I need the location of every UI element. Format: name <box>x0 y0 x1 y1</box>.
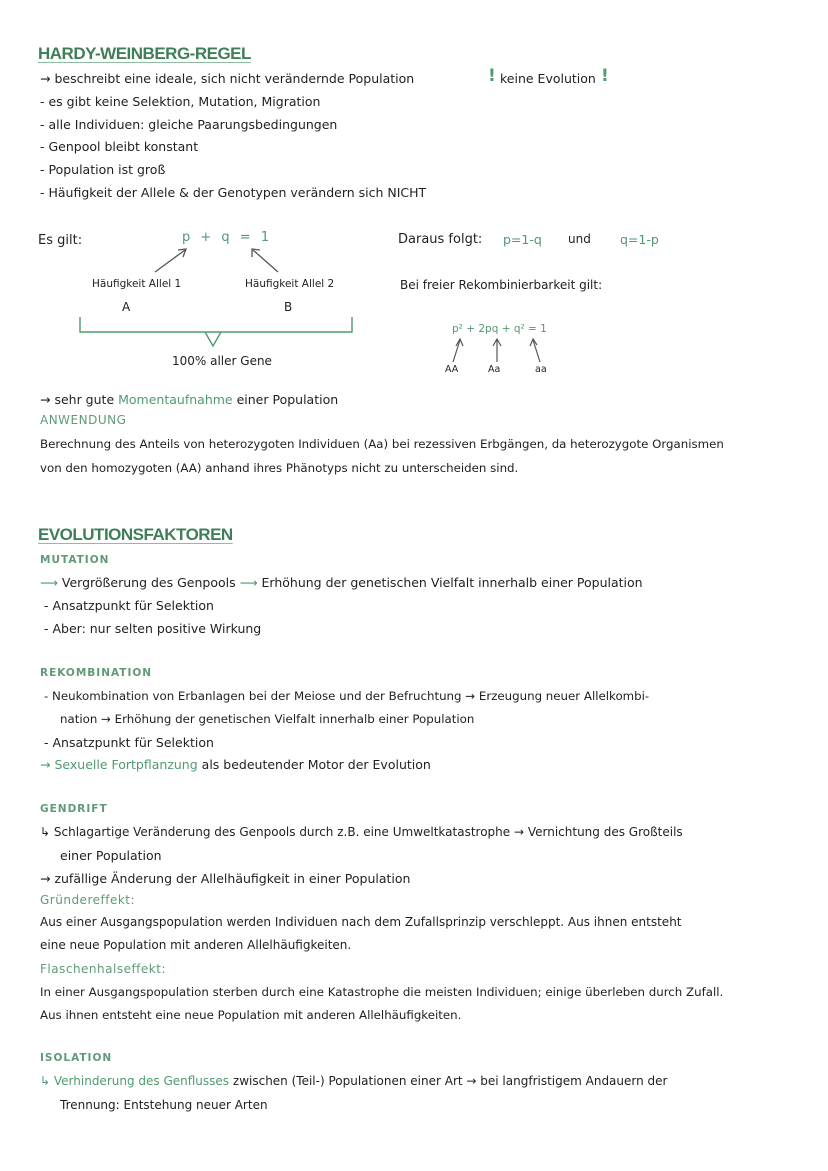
gruendereffekt-line-2: eine neue Population mit anderen Allelhäufigkeiten. <box>40 938 352 952</box>
arrow-icon: ↳ <box>40 1074 51 1088</box>
letter-a: A <box>122 300 131 314</box>
gruendereffekt-line-1: Aus einer Ausgangspopulation werden Individuen nach dem Zufallsprinzip verschleppt. Aus ihnen entsteht <box>40 915 682 929</box>
isolation-line-2: Trennung: Entstehung neuer Arten <box>60 1098 268 1112</box>
arrow-icon: ⟶ <box>239 575 258 590</box>
hw-bullet-4: - Genpool bleibt konstant <box>40 139 199 154</box>
brace-label: 100% aller Gene <box>172 354 272 368</box>
genotype-aa-hetero: Aa <box>488 364 501 375</box>
daraus-folgt-label: Daraus folgt: <box>398 232 483 247</box>
rekombination-title: REKOMBINATION <box>40 667 153 679</box>
isolation-line-1-rest: zwischen (Teil-) Populationen einer Art → bei langfristigem Andauern der <box>232 1074 668 1088</box>
gendrift-line-2: einer Population <box>60 848 162 863</box>
hw-bullet-6: - Häufigkeit der Allele & der Genotypen verändern sich NICHT <box>40 185 427 200</box>
hw-bullet-5: - Population ist groß <box>40 162 166 177</box>
und-label: und <box>568 232 591 246</box>
isolation-title: ISOLATION <box>40 1052 113 1064</box>
anwendung-line-1: Berechnung des Anteils von heterozygoten Individuen (Aa) bei rezessiven Erbgängen, da heterozygote Organismen <box>40 437 724 451</box>
hw-bullet-1: → beschreibt eine ideale, sich nicht verändernde Population <box>40 71 415 86</box>
mutation-line-3: - Aber: nur selten positive Wirkung <box>44 621 262 636</box>
hw-bullet-2: - es gibt keine Selektion, Mutation, Migration <box>40 94 321 109</box>
no-evolution-note: keine Evolution <box>500 71 596 86</box>
exclamation-mark-right: ! <box>601 66 609 86</box>
section-title-evolutionsfaktoren: EVOLUTIONSFAKTOREN <box>38 525 233 544</box>
section-title-hardy-weinberg: HARDY-WEINBERG-REGEL <box>38 44 251 63</box>
formula-genotypes: p² + 2pq + q² = 1 <box>452 323 547 335</box>
isolation-line-1 <box>40 1074 667 1088</box>
mutation-line-1 <box>40 575 643 590</box>
snapshot-line <box>40 392 338 407</box>
rekombination-line-4 <box>40 757 431 772</box>
flaschenhalseffekt-line-1: In einer Ausgangspopulation sterben durch eine Katastrophe die meisten Individuen; einige überleben durch Zufall. <box>40 985 724 999</box>
anwendung-title: ANWENDUNG <box>40 413 127 427</box>
snapshot-suffix: einer Population <box>236 392 339 407</box>
arrow-icon: → <box>40 757 51 772</box>
flaschenhalseffekt-title: Flaschenhalseffekt: <box>40 962 166 976</box>
genotype-aa-upper: AA <box>445 364 459 375</box>
formula-p: p=1-q <box>503 232 542 247</box>
label-allele-1: Häufigkeit Allel 1 <box>92 278 182 290</box>
rekombination-line-2: nation → Erhöhung der genetischen Vielfalt innerhalb einer Population <box>60 712 475 726</box>
es-gilt-label: Es gilt: <box>38 233 83 248</box>
anwendung-line-2: von den homozygoten (AA) anhand ihres Phänotyps nicht zu unterscheiden sind. <box>40 461 519 475</box>
snapshot-highlight: Momentaufnahme <box>118 392 233 407</box>
mutation-line-1a: Vergrößerung des Genpools <box>61 575 236 590</box>
rekombination-line-1: - Neukombination von Erbanlagen bei der Meiose und der Befruchtung → Erzeugung neuer Allelkombi- <box>44 689 650 703</box>
mutation-line-2: - Ansatzpunkt für Selektion <box>44 598 214 613</box>
isolation-highlight: Verhinderung des Genflusses <box>53 1074 230 1088</box>
formula-q: q=1-p <box>620 232 659 247</box>
hw-bullet-3: - alle Individuen: gleiche Paarungsbedingungen <box>40 117 338 132</box>
genotype-aa-lower: aa <box>535 364 547 375</box>
equation-p-plus-q: p + q = 1 <box>182 230 270 245</box>
gendrift-line-1: ↳ Schlagartige Veränderung des Genpools durch z.B. eine Umweltkatastrophe → Vernichtung des Großteils <box>40 825 683 839</box>
gendrift-title: GENDRIFT <box>40 803 108 815</box>
exclamation-mark-left: ! <box>488 66 496 86</box>
rekombination-highlight: Sexuelle Fortpflanzung <box>54 757 198 772</box>
gendrift-line-3: → zufällige Änderung der Allelhäufigkeit in einer Population <box>40 871 411 886</box>
rekombinierbarkeit-label: Bei freier Rekombinierbarkeit gilt: <box>400 278 603 292</box>
arrow-icon: ⟶ <box>40 575 58 590</box>
gruendereffekt-title: Gründereffekt: <box>40 893 136 907</box>
mutation-line-1b: Erhöhung der genetischen Vielfalt innerhalb einer Population <box>261 575 643 590</box>
rekombination-line-4-rest: als bedeutender Motor der Evolution <box>201 757 431 772</box>
label-allele-2: Häufigkeit Allel 2 <box>245 278 335 290</box>
letter-b: B <box>284 300 293 314</box>
flaschenhalseffekt-line-2: Aus ihnen entsteht eine neue Population mit anderen Allelhäufigkeiten. <box>40 1008 462 1022</box>
snapshot-prefix: → sehr gute <box>40 392 115 407</box>
rekombination-line-3: - Ansatzpunkt für Selektion <box>44 735 214 750</box>
mutation-title: MUTATION <box>40 554 110 566</box>
